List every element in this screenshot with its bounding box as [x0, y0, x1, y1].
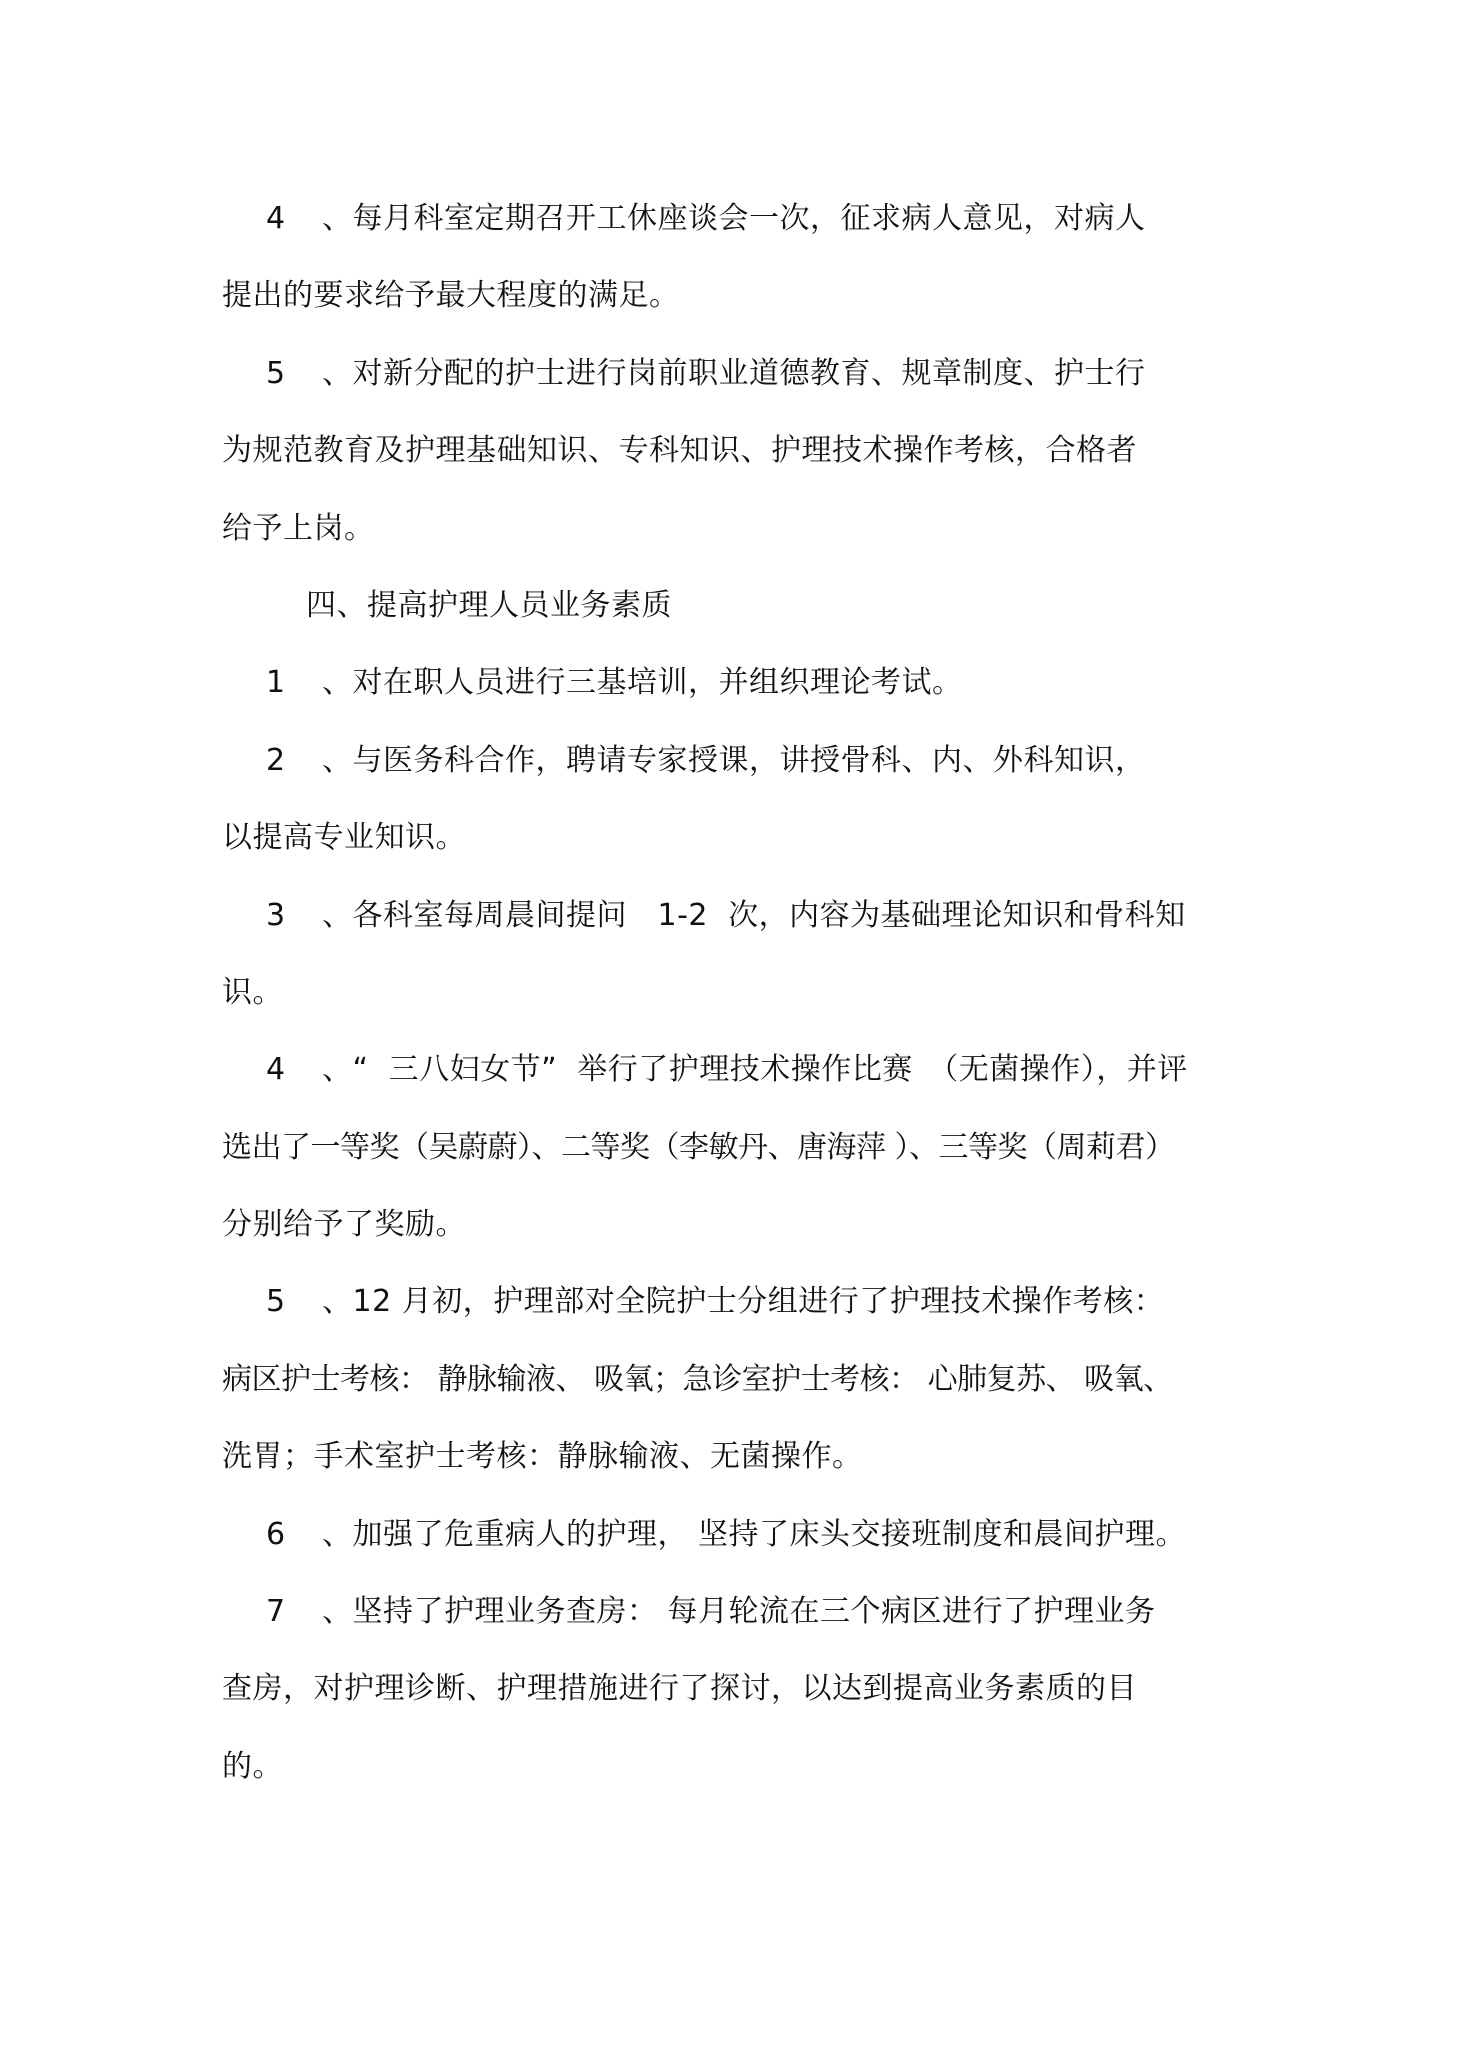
- paragraph-line: 、加强了危重病人的护理， 坚持了床头交接班制度和晨间护理。: [322, 1517, 1187, 1552]
- paragraph-line: 、12 月初，护理部对全院护士分组进行了护理技术操作考核：: [322, 1284, 1165, 1319]
- paragraph-line: 、对新分配的护士进行岗前职业道德教育、规章制度、护士行: [322, 356, 1146, 391]
- item-number: 3: [266, 898, 286, 933]
- item-number: 7: [266, 1594, 286, 1629]
- paragraph-line: 、每月科室定期召开工休座谈会一次，征求病人意见，对病人: [322, 201, 1146, 236]
- item-number: 4: [266, 1052, 286, 1087]
- paragraph-line: 洗胃；手术室护士考核：静脉输液、无菌操作。: [222, 1439, 863, 1474]
- paragraph-line: 提出的要求给予最大程度的满足。: [222, 278, 680, 313]
- item-number: 4: [266, 201, 286, 236]
- paragraph-line: 分别给予了奖励。: [222, 1207, 466, 1242]
- item-number: 1: [266, 665, 286, 700]
- item-number: 6: [266, 1517, 286, 1552]
- paragraph-line: 、对在职人员进行三基培训，并组织理论考试。: [322, 665, 963, 700]
- paragraph-line: 的。: [222, 1749, 283, 1784]
- paragraph-line: 为规范教育及护理基础知识、专科知识、护理技术操作考核，合格者: [222, 433, 1137, 468]
- paragraph-line: 、与医务科合作，聘请专家授课，讲授骨科、内、外科知识，: [322, 743, 1146, 778]
- item-number: 2: [266, 743, 286, 778]
- paragraph-line: 选出了一等奖（吴蔚蔚）、二等奖（李敏丹、唐海萍 ）、三等奖（周莉君）: [222, 1130, 1175, 1165]
- section-heading: 四、提高护理人员业务素质: [306, 588, 672, 623]
- paragraph-line: 病区护士考核： 静脉输液、 吸氧；急诊室护士考核： 心肺复苏、 吸氧、: [222, 1362, 1173, 1397]
- paragraph-line: 以提高专业知识。: [222, 820, 466, 855]
- paragraph-line: 查房，对护理诊断、护理措施进行了探讨，以达到提高业务素质的目: [222, 1671, 1137, 1706]
- item-number: 5: [266, 1284, 286, 1319]
- paragraph-line: 、“ 三八妇女节” 举行了护理技术操作比赛 （无菌操作），并评: [322, 1052, 1188, 1087]
- item-number: 5: [266, 356, 286, 391]
- paragraph-line: 给予上岗。: [222, 511, 375, 546]
- paragraph-line: 识。: [222, 975, 283, 1010]
- paragraph-line: 、各科室每周晨间提问 1-2 次，内容为基础理论知识和骨科知: [322, 898, 1186, 933]
- paragraph-line: 、坚持了护理业务查房： 每月轮流在三个病区进行了护理业务: [322, 1594, 1156, 1629]
